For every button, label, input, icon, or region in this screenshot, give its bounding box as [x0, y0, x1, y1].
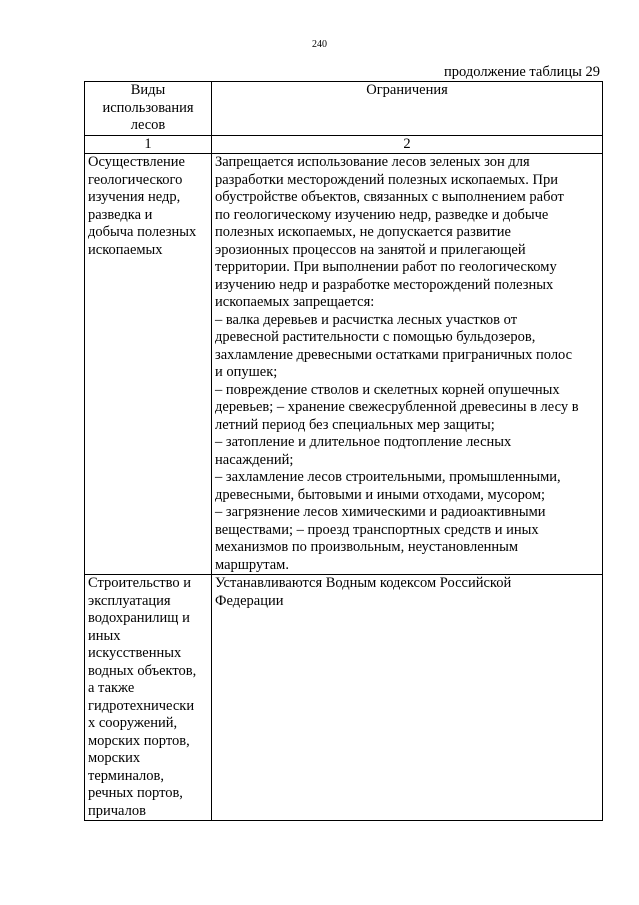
text-line: маршрутам. [215, 556, 289, 573]
column-number-row [85, 135, 603, 154]
table-caption: продолжение таблицы 29 [444, 64, 600, 80]
text-line: территории. При выполнении работ по геологическому [215, 259, 557, 275]
text-line: ископаемых [88, 241, 163, 258]
text-line: х сооружений, [88, 715, 178, 731]
text-line: обустройстве объектов, связанных с выполнением работ [215, 189, 564, 205]
header-line: Виды [130, 82, 166, 98]
text-line: речных портов, [88, 785, 183, 801]
text-line: захламление древесными остатками приграничных полос [215, 346, 573, 363]
text-line: Устанавливаются Водным кодексом Российской [215, 575, 512, 591]
text-line: изучению недр и разработке месторождений полезных [215, 276, 554, 293]
restriction-cell [212, 575, 603, 821]
text-line: ископаемых запрещается: [215, 294, 375, 310]
text-line: Осуществление [88, 154, 185, 170]
text-line: разработки месторождений полезных ископаемых. При [215, 171, 559, 188]
text-line: Строительство и [88, 575, 192, 591]
text-line: геологического [88, 171, 183, 188]
text-line: насаждений; [215, 451, 294, 468]
text-line: морских портов, [88, 732, 190, 749]
forest-use-cell [85, 154, 212, 575]
restrictions-table [84, 81, 603, 821]
text-line: Запрещается использование лесов зеленых зон для [215, 154, 530, 170]
text-line: и опушек; [215, 364, 278, 380]
header-line: использования [102, 99, 194, 116]
column-number-1: 1 [85, 135, 212, 154]
page-number: 240 [312, 39, 327, 50]
text-line: терминалов, [88, 767, 165, 784]
text-line: эрозионных процессов на занятой и прилегающей [215, 241, 526, 258]
text-line: водных объектов, [88, 662, 197, 679]
text-line: – валка деревьев и расчистка лесных участков от [215, 311, 518, 328]
text-line: – загрязнение лесов химическими и радиоактивными [215, 504, 546, 520]
table-body [85, 154, 603, 821]
header-line: лесов [130, 117, 166, 133]
text-line: механизмов по произвольным, неустановленным [215, 539, 519, 555]
header-forest-use-types [85, 82, 212, 136]
text-line: а также [88, 680, 135, 696]
text-line: Федерации [215, 592, 284, 609]
text-line: древесной растительности с помощью бульдозеров, [215, 329, 536, 345]
text-line: водохранилищ и [88, 610, 190, 626]
text-line: – затопление и длительное подтопление лесных [215, 434, 512, 450]
text-line: по геологическому изучению недр, разведке и добыче [215, 206, 549, 223]
text-line: иных [88, 627, 121, 644]
table-row [85, 154, 603, 575]
table-row [85, 575, 603, 821]
text-line: разведка и [88, 206, 153, 223]
text-line: гидротехнически [88, 697, 195, 714]
text-line: добыча полезных [88, 224, 197, 240]
column-number-2: 2 [212, 135, 603, 154]
text-line: искусственных [88, 645, 182, 661]
text-line: изучения недр, [88, 189, 181, 205]
text-line: – захламление лесов строительными, промышленными, [215, 469, 561, 485]
text-line: веществами; – проезд транспортных средств и иных [215, 521, 539, 538]
text-line: – повреждение стволов и скелетных корней опушечных [215, 381, 560, 398]
text-line: древесными, бытовыми и иными отходами, мусором; [215, 486, 546, 503]
forest-use-cell [85, 575, 212, 821]
text-line: летний период без специальных мер защиты; [215, 416, 495, 433]
text-line: эксплуатация [88, 592, 171, 609]
restriction-cell [212, 154, 603, 575]
text-line: полезных ископаемых, не допускается развитие [215, 224, 511, 240]
table-header-row [85, 82, 603, 136]
text-line: причалов [88, 802, 146, 819]
header-restrictions: Ограничения [212, 82, 603, 136]
text-line: деревьев; – хранение свежесрубленной древесины в лесу в [215, 399, 579, 415]
text-line: морских [88, 750, 141, 766]
